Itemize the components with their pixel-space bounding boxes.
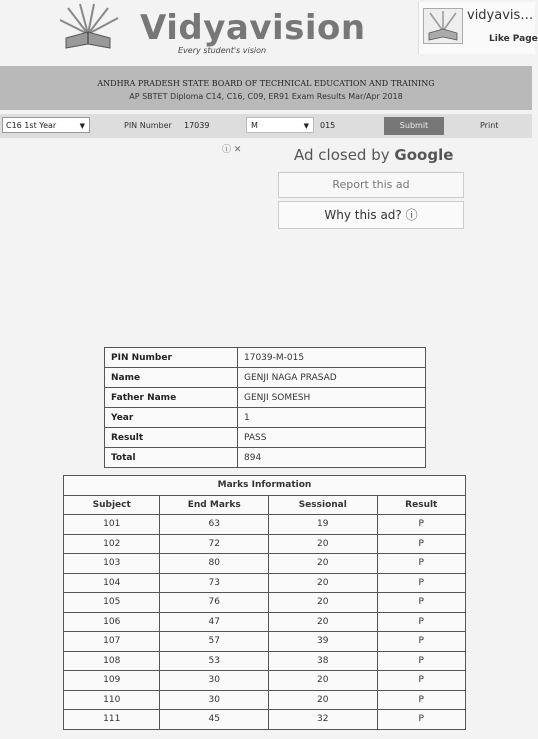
subject-cell: 101 — [64, 515, 160, 535]
subject-cell: 108 — [64, 651, 160, 671]
marks-caption: Marks Information — [64, 476, 466, 496]
facebook-page-widget[interactable] — [418, 2, 538, 54]
table-row — [105, 348, 426, 368]
subject-cell: 105 — [64, 593, 160, 613]
page-thumbnail — [423, 8, 463, 44]
result-cell: P — [377, 651, 465, 671]
board-banner — [0, 66, 532, 110]
print-link[interactable]: Print — [480, 121, 499, 130]
result-cell: P — [377, 593, 465, 613]
field-label: Father Name — [105, 388, 238, 408]
table-row — [64, 710, 466, 730]
end-marks-cell: 63 — [160, 515, 269, 535]
sessional-cell: 20 — [269, 671, 378, 691]
sessional-cell: 20 — [269, 534, 378, 554]
field-label: Total — [105, 448, 238, 468]
logo-tagline: Every student's vision — [178, 46, 267, 55]
subject-cell: 111 — [64, 710, 160, 730]
field-value: 894 — [238, 448, 426, 468]
report-ad-button[interactable]: Report this ad — [278, 172, 464, 198]
subject-cell: 102 — [64, 534, 160, 554]
field-label: PIN Number — [105, 348, 238, 368]
year-select[interactable] — [2, 117, 90, 133]
result-cell: P — [377, 710, 465, 730]
subject-cell: 106 — [64, 612, 160, 632]
sessional-cell: 20 — [269, 593, 378, 613]
ad-info-close-icons[interactable]: ⓘ ✕ — [222, 145, 242, 155]
table-row — [64, 632, 466, 652]
table-row — [64, 534, 466, 554]
end-marks-cell: 30 — [160, 690, 269, 710]
end-marks-cell: 30 — [160, 671, 269, 691]
sessional-cell: 32 — [269, 710, 378, 730]
ad-closed-label: Ad closed by — [294, 146, 390, 164]
result-cell: P — [377, 534, 465, 554]
subject-cell: 104 — [64, 573, 160, 593]
sessional-cell: 19 — [269, 515, 378, 535]
marks-table — [63, 475, 466, 730]
end-marks-cell: 73 — [160, 573, 269, 593]
fb-page-name[interactable]: vidyavis… — [467, 8, 534, 23]
year-select-value: C16 1st Year — [6, 121, 57, 130]
table-row — [64, 554, 466, 574]
sessional-cell: 20 — [269, 690, 378, 710]
subject-cell: 109 — [64, 671, 160, 691]
logo-text: Vidyavision — [140, 8, 366, 48]
subject-cell: 107 — [64, 632, 160, 652]
col-header-sessional: Sessional — [269, 495, 378, 515]
like-page-button[interactable]: Like Page — [489, 34, 538, 44]
col-header-end-marks: End Marks — [160, 495, 269, 515]
col-header-result: Result — [377, 495, 465, 515]
branch-select[interactable] — [246, 117, 314, 133]
sessional-cell: 20 — [269, 612, 378, 632]
google-label: Google — [394, 146, 454, 164]
table-row — [105, 408, 426, 428]
field-value: GENJI SOMESH — [238, 388, 426, 408]
result-cell: P — [377, 632, 465, 652]
branch-select-value: M — [251, 121, 258, 130]
table-row — [64, 690, 466, 710]
end-marks-cell: 45 — [160, 710, 269, 730]
book-sunburst-icon — [424, 9, 462, 43]
student-details-table — [104, 347, 426, 468]
table-row — [64, 612, 466, 632]
result-cell: P — [377, 573, 465, 593]
field-value: PASS — [238, 428, 426, 448]
end-marks-cell: 76 — [160, 593, 269, 613]
table-row — [64, 651, 466, 671]
table-row — [64, 671, 466, 691]
dropdown-arrow-icon: ▼ — [303, 122, 309, 130]
table-row — [105, 448, 426, 468]
end-marks-cell: 47 — [160, 612, 269, 632]
table-row — [105, 388, 426, 408]
result-cell: P — [377, 612, 465, 632]
table-row — [64, 573, 466, 593]
sessional-cell: 20 — [269, 573, 378, 593]
table-row — [64, 515, 466, 535]
sessional-cell: 39 — [269, 632, 378, 652]
ad-closed-text — [294, 146, 453, 164]
end-marks-cell: 72 — [160, 534, 269, 554]
field-value: GENJI NAGA PRASAD — [238, 368, 426, 388]
result-cell: P — [377, 515, 465, 535]
site-logo[interactable] — [58, 2, 366, 60]
pin-label: PIN Number — [124, 121, 172, 130]
result-cell: P — [377, 671, 465, 691]
why-this-ad-button[interactable]: Why this ad? ⓘ — [278, 201, 464, 229]
field-label: Name — [105, 368, 238, 388]
subject-cell: 103 — [64, 554, 160, 574]
col-header-subject: Subject — [64, 495, 160, 515]
submit-button[interactable]: Submit — [384, 117, 444, 135]
result-cell: P — [377, 554, 465, 574]
end-marks-cell: 57 — [160, 632, 269, 652]
sessional-cell: 38 — [269, 651, 378, 671]
subject-cell: 110 — [64, 690, 160, 710]
result-search-form — [0, 114, 532, 138]
exam-subtitle: AP SBTET Diploma C14, C16, C09, ER91 Exam Results Mar/Apr 2018 — [129, 92, 403, 101]
end-marks-cell: 53 — [160, 651, 269, 671]
dropdown-arrow-icon: ▼ — [79, 122, 85, 130]
end-marks-cell: 80 — [160, 554, 269, 574]
roll-number-input[interactable]: 015 — [320, 121, 336, 130]
field-label: Result — [105, 428, 238, 448]
table-row — [105, 368, 426, 388]
field-label: Year — [105, 408, 238, 428]
table-row — [64, 593, 466, 613]
pin-prefix-input[interactable]: 17039 — [184, 121, 210, 130]
field-value: 17039-M-015 — [238, 348, 426, 368]
sessional-cell: 20 — [269, 554, 378, 574]
field-value: 1 — [238, 408, 426, 428]
book-sunburst-icon — [58, 4, 130, 52]
table-row — [105, 428, 426, 448]
result-cell: P — [377, 690, 465, 710]
board-title: ANDHRA PRADESH STATE BOARD OF TECHNICAL EDUCATION AND TRAINING — [97, 79, 435, 88]
